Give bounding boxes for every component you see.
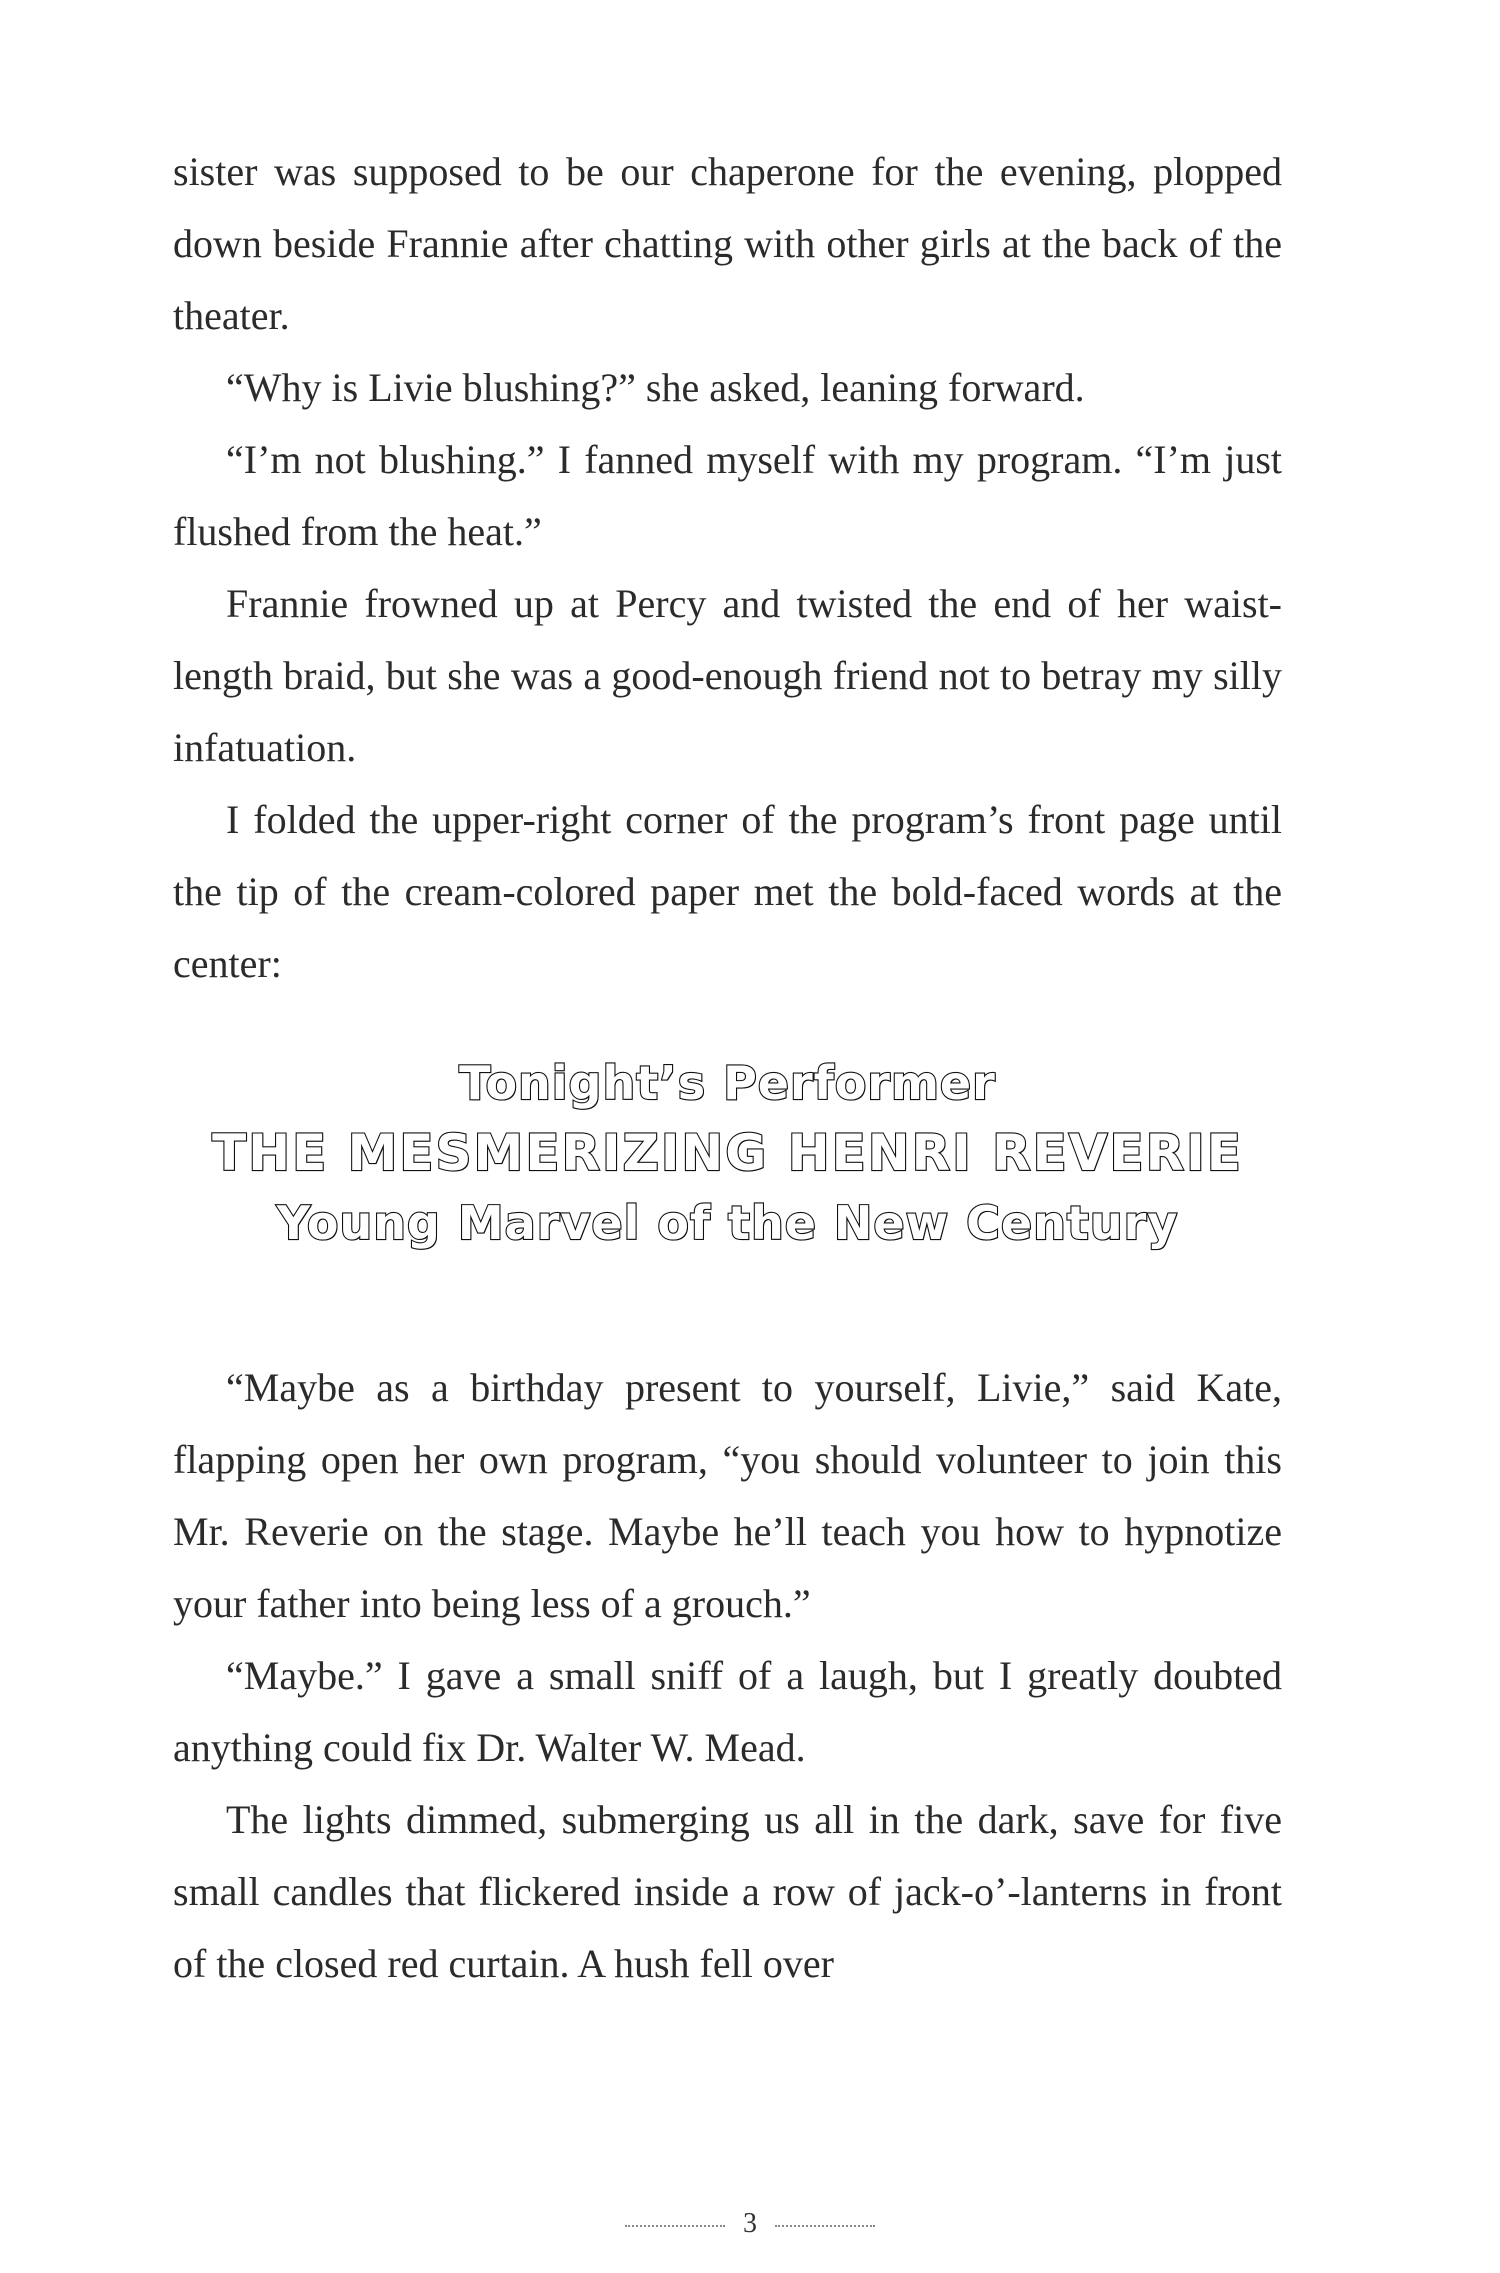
paragraph: “Maybe.” I gave a small sniff of a laugh, but I greatly doubted anything could fix Dr. Walter W. Mead. bbox=[173, 1653, 1282, 1770]
program-line-performer-name: THE MESMERIZING HENRI REVERIE bbox=[212, 1124, 1243, 1182]
paragraph: sister was supposed to be our chaperone for the evening, plopped down beside Frannie after chatting with other girls at the back of the theater. bbox=[173, 149, 1282, 338]
page-number: 3 bbox=[743, 2208, 757, 2239]
paragraph: Frannie frowned up at Percy and twisted the end of her waist-length braid, but she was a good-enough friend not to betray my silly infatuation. bbox=[173, 581, 1282, 770]
program-line-performer: Tonight’s Performer bbox=[459, 1056, 996, 1110]
paragraph: I folded the upper-right corner of the program’s front page until the tip of the cream-colored paper met the bold-faced words at the center: bbox=[173, 797, 1282, 986]
footer-dots-right bbox=[775, 2225, 875, 2227]
paragraph: “Why is Livie blushing?” she asked, leaning forward. bbox=[226, 365, 1085, 410]
program-title-block bbox=[173, 1048, 1282, 1258]
text-block-top bbox=[173, 136, 1282, 1000]
page-footer bbox=[0, 2208, 1500, 2240]
paragraph: “Maybe as a birthday present to yourself, Livie,” said Kate, flapping open her own program, “you should volunteer to join this Mr. Reverie on the stage. Maybe he’ll teach you how to hypnotize your father into being less of a grouch.” bbox=[173, 1365, 1282, 1626]
paragraph: The lights dimmed, submerging us all in the dark, save for five small candles that flickered inside a row of jack-o’-lanterns in front of the closed red curtain. A hush fell over bbox=[173, 1797, 1282, 1986]
paragraph: “I’m not blushing.” I fanned myself with my program. “I’m just flushed from the heat.” bbox=[173, 437, 1282, 554]
program-line-tagline: Young Marvel of the New Century bbox=[276, 1196, 1179, 1250]
text-block-bottom bbox=[173, 1352, 1282, 2000]
footer-dots-left bbox=[625, 2225, 725, 2227]
